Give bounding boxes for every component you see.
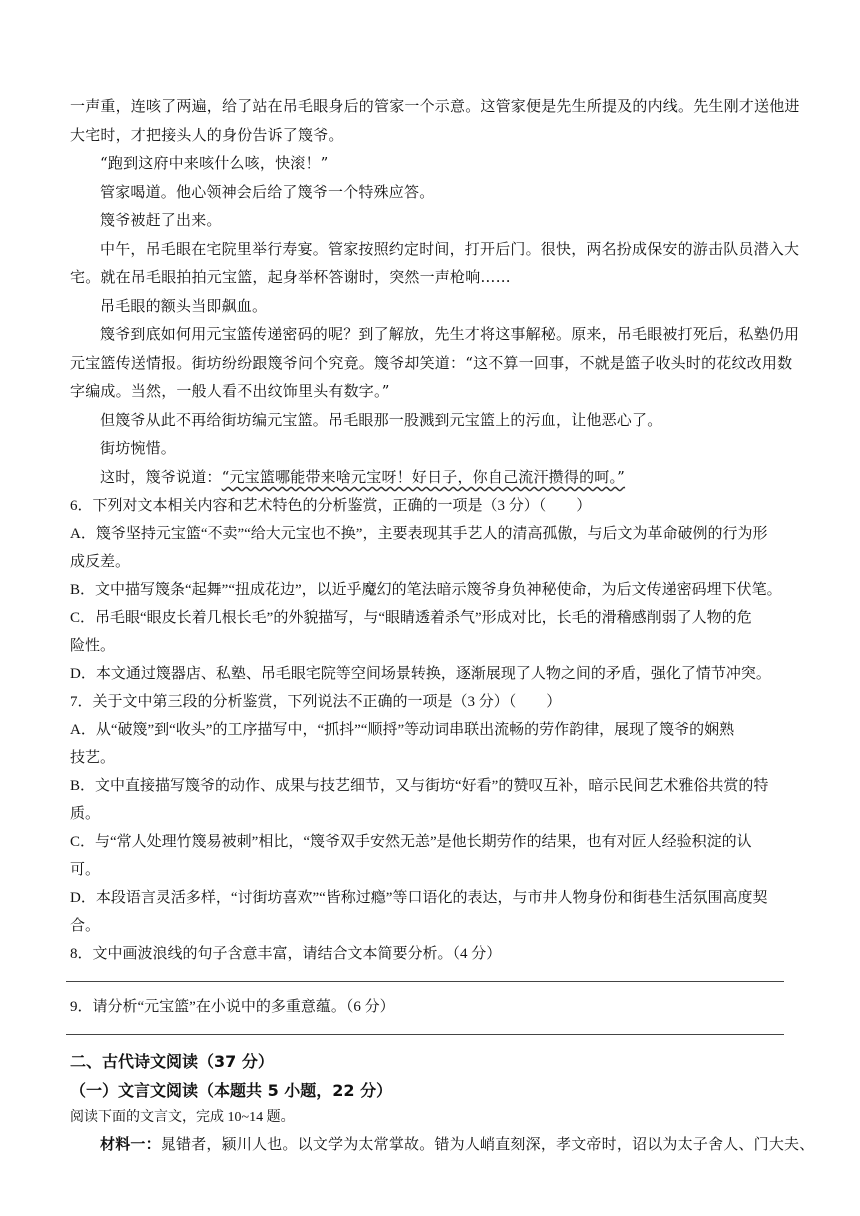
answer-line[interactable] <box>66 981 784 982</box>
story-line: 吊毛眼的额头当即飙血。 <box>100 297 268 315</box>
story-line: 篾爷到底如何用元宝篮传递密码的呢？到了解放，先生才将这事解秘。原来，吊毛眼被打死后，私塾仍用 <box>100 325 800 343</box>
answer-line[interactable] <box>66 1034 784 1035</box>
q6-option-c: C．吊毛眼“眼皮长着几根长毛”的外貌描写，与“眼睛透着杀气”形成对比，长毛的滑稽感削弱了人物的危 <box>70 610 752 626</box>
q6-option-d: D．本文通过篾器店、私塾、吊毛眼宅院等空间场景转换，逐渐展现了人物之间的矛盾，强化了情节冲突。 <box>70 666 771 682</box>
q6-option-a: A．篾爷坚持元宝篮“不卖”“给大元宝也不换”，主要表现其手艺人的清高孤傲，与后文为革命破例的行为形 <box>70 526 768 542</box>
q7-option-d: D．本段语言灵活多样，“讨街坊喜欢”“皆称过瘾”等口语化的表达，与市井人物身份和街巷生活氛围高度契 <box>70 890 768 906</box>
story-line: 中午，吊毛眼在宅院里举行寿宴。管家按照约定时间，打开后门。很快，两名扮成保安的游击队员潜入大 <box>100 240 800 258</box>
question-9-stem: 9．请分析“元宝篮”在小说中的多重意蕴。（6 分） <box>70 999 395 1015</box>
q6-option-a-cont: 成反差。 <box>70 554 131 570</box>
story-line: 大宅时，才把接头人的身份告诉了篾爷。 <box>70 126 344 144</box>
wavy-underlined-sentence: “元宝篮哪能带来啥元宝呀！好日子，你自己流汗攒得的呵。” <box>221 468 626 486</box>
q7-option-a-cont: 技艺。 <box>70 750 116 766</box>
story-line: 篾爷被赶了出来。 <box>100 211 222 229</box>
question-8-stem: 8．文中画波浪线的句子含意丰富，请结合文本简要分析。（4 分） <box>70 946 502 962</box>
question-7-stem: 7．关于文中第三段的分析鉴赏，下列说法不正确的一项是（3 分）（ ） <box>70 694 562 710</box>
story-text: 这时，篾爷说道： <box>100 468 222 486</box>
question-6-stem: 6．下列对文本相关内容和艺术特色的分析鉴赏，正确的一项是（3 分）（ ） <box>70 498 592 514</box>
story-line: 但篾爷从此不再给街坊编元宝篮。吊毛眼那一股溅到元宝篮上的污血，让他恶心了。 <box>100 411 663 429</box>
story-line: “跑到这府中来咳什么咳，快滚！” <box>100 154 329 172</box>
q6-option-b: B．文中描写篾条“起舞”“扭成花边”，以近乎魔幻的笔法暗示篾爷身负神秘使命，为后文传递密码埋下伏笔。 <box>70 582 782 598</box>
q7-option-c-cont: 可。 <box>70 862 101 878</box>
material-one-line <box>100 1133 814 1154</box>
subsection-title: （一）文言文阅读（本题共 5 小题，22 分） <box>70 1081 393 1100</box>
q7-option-d-cont: 合。 <box>70 918 101 934</box>
story-line-final <box>100 466 625 487</box>
story-line: 一声重，连咳了两遍，给了站在吊毛眼身后的管家一个示意。这管家便是先生所提及的内线。先生刚才送他进 <box>70 97 800 115</box>
material-text: 晁错者，颍川人也。以文学为太常掌故。错为人峭直刻深，孝文帝时，诏以为太子舍人、门大夫、 <box>160 1135 815 1153</box>
story-line: 街坊惋惜。 <box>100 439 177 457</box>
story-line: 字编成。当然，一般人看不出纹饰里头有数字。” <box>70 382 390 400</box>
q7-option-c: C．与“常人处理竹篾易被刺”相比，“篾爷双手安然无恙”是他长期劳作的结果，也有对匠人经验积淀的认 <box>70 834 752 850</box>
story-line: 管家喝道。他心领神会后给了篾爷一个特殊应答。 <box>100 183 435 201</box>
q6-option-c-cont: 险性。 <box>70 638 116 654</box>
q7-option-b-cont: 质。 <box>70 806 101 822</box>
q7-option-a: A．从“破篾”到“收头”的工序描写中，“抓抖”“顺捋”等动词串联出流畅的劳作韵律，展现了篾爷的娴熟 <box>70 722 735 738</box>
story-line: 宅。就在吊毛眼拍拍元宝篮，起身举杯答谢时，突然一声枪响…… <box>70 268 511 286</box>
q7-option-b: B．文中直接描写篾爷的动作、成果与技艺细节，又与街坊“好看”的赞叹互补，暗示民间艺术雅俗共赏的特 <box>70 778 769 794</box>
story-line: 元宝篮传送情报。街坊纷纷跟篾爷问个究竟。篾爷却笑道：“这不算一回事，不就是篮子收头时的花纹改用数 <box>70 354 793 372</box>
section-title: 二、古代诗文阅读（37 分） <box>70 1052 274 1071</box>
instruction-text: 阅读下面的文言文，完成 10~14 题。 <box>70 1110 295 1125</box>
material-label: 材料一： <box>100 1135 161 1153</box>
